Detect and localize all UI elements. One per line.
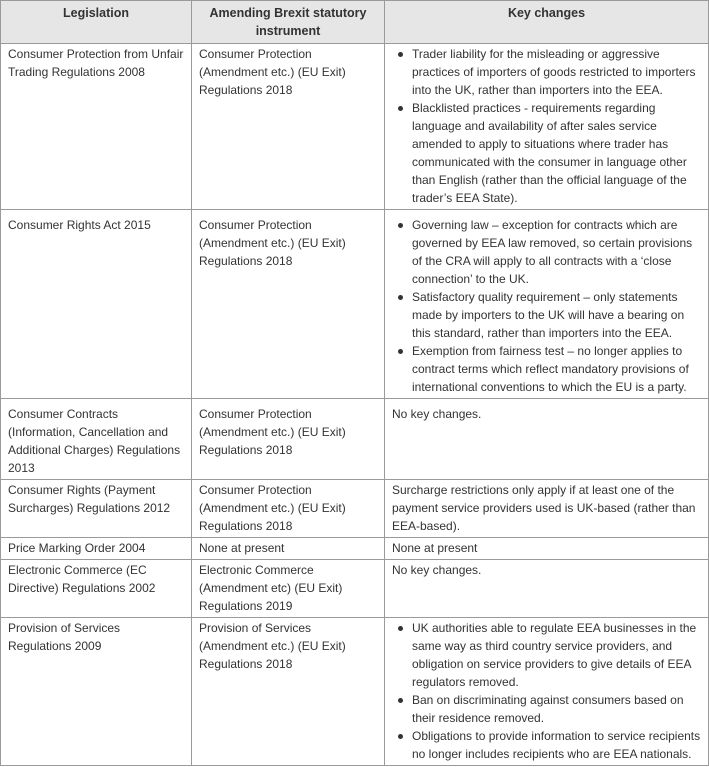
key-changes-cell <box>385 210 709 399</box>
legislation-cell: Electronic Commerce (EC Directive) Regulations 2002 <box>1 560 192 618</box>
key-change-item: Satisfactory quality requirement – only statements made by importers to the UK will have a bearing on this standard, rather than importers into the EEA. <box>412 288 701 342</box>
header-row <box>1 1 709 44</box>
table-row <box>1 44 709 210</box>
header-key-changes: Key changes <box>385 1 709 44</box>
header-instrument: Amending Brexit statutory instrument <box>192 1 385 44</box>
key-changes-cell <box>385 618 709 766</box>
key-changes-list <box>392 45 701 207</box>
key-change-item: Governing law – exception for contracts which are governed by EEA law removed, so certain provisions of the CRA will apply to all contracts with a ‘close connection’ to the UK. <box>412 216 701 288</box>
instrument-cell: Consumer Protection (Amendment etc.) (EU Exit) Regulations 2018 <box>192 480 385 538</box>
key-changes-cell: Surcharge restrictions only apply if at least one of the payment service providers used is UK-based (rather than EEA-based). <box>385 480 709 538</box>
legislation-cell: Consumer Protection from Unfair Trading Regulations 2008 <box>1 44 192 210</box>
key-changes-cell <box>385 44 709 210</box>
table-row <box>1 210 709 399</box>
key-change-item: Exemption from fairness test – no longer applies to contract terms which reflect mandatory provisions of international conventions to which the EU is a party. <box>412 342 701 396</box>
legislation-cell: Consumer Rights Act 2015 <box>1 210 192 399</box>
table-row <box>1 399 709 480</box>
instrument-cell: Consumer Protection (Amendment etc.) (EU Exit) Regulations 2018 <box>192 210 385 399</box>
key-changes-list <box>392 216 701 396</box>
key-change-item: Ban on discriminating against consumers based on their residence removed. <box>412 691 701 727</box>
key-changes-list <box>392 619 701 763</box>
legislation-cell: Consumer Rights (Payment Surcharges) Regulations 2012 <box>1 480 192 538</box>
legislation-cell: Consumer Contracts (Information, Cancellation and Additional Charges) Regulations 2013 <box>1 399 192 480</box>
instrument-cell: Consumer Protection (Amendment etc.) (EU Exit) Regulations 2018 <box>192 44 385 210</box>
instrument-cell: Consumer Protection (Amendment etc.) (EU Exit) Regulations 2018 <box>192 399 385 480</box>
legislation-cell: Price Marking Order 2004 <box>1 538 192 560</box>
table-row <box>1 560 709 618</box>
key-changes-cell: No key changes. <box>385 399 709 480</box>
key-change-item: Obligations to provide information to service recipients no longer includes recipients who are EEA nationals. <box>412 729 701 761</box>
instrument-cell: None at present <box>192 538 385 560</box>
key-change-item: Trader liability for the misleading or aggressive practices of importers of goods restricted to importers into the UK, rather than importers into the EEA. <box>412 45 701 99</box>
key-change-item: UK authorities able to regulate EEA businesses in the same way as third country service providers, and obligation on service providers to give details of EEA regulators removed. <box>412 619 701 691</box>
instrument-cell: Provision of Services (Amendment etc.) (EU Exit) Regulations 2018 <box>192 618 385 766</box>
table-row <box>1 480 709 538</box>
table-row <box>1 618 709 766</box>
table-row <box>1 538 709 560</box>
instrument-cell: Electronic Commerce (Amendment etc) (EU Exit) Regulations 2019 <box>192 560 385 618</box>
legislation-cell: Provision of Services Regulations 2009 <box>1 618 192 766</box>
header-legislation: Legislation <box>1 1 192 44</box>
key-change-item: Blacklisted practices - requirements regarding language and availability of after sales service amended to apply to situations where trader has communicated with the consumer in language other than English (rather than the official language of the trader’s EEA State). <box>412 99 701 207</box>
key-changes-cell: No key changes. <box>385 560 709 618</box>
key-changes-cell: None at present <box>385 538 709 560</box>
